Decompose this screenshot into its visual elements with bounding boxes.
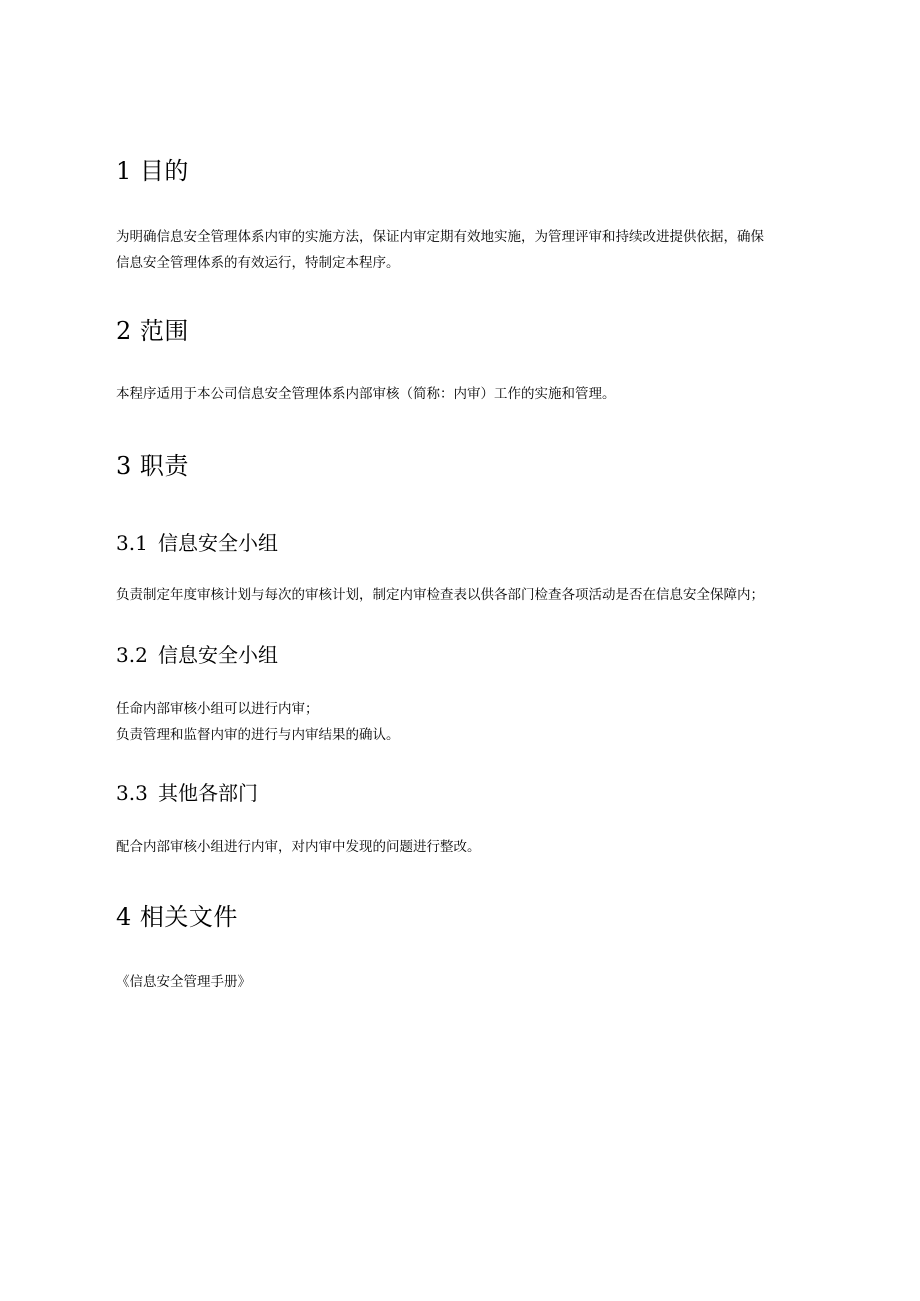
subsection-title: 信息安全小组: [158, 643, 278, 667]
paragraph-3-2: [116, 696, 822, 748]
subsection-number: 3.3: [116, 781, 148, 805]
subsection-number: 3.2: [116, 643, 148, 667]
paragraph-line: 负责管理和监督内审的进行与内审结果的确认。: [116, 727, 400, 743]
subsection-heading-3-1: [116, 530, 278, 556]
subsection-title: 信息安全小组: [158, 531, 278, 555]
paragraph-line: 为明确信息安全管理体系内审的实施方法，保证内审定期有效地实施，为管理评审和持续改进提供依据，确保: [116, 229, 764, 245]
paragraph-3-1: [116, 582, 822, 608]
paragraph-line: 信息安全管理体系的有效运行，特制定本程序。: [116, 255, 400, 271]
section-heading-responsibilities: 3 职责: [116, 452, 189, 480]
subsection-title: 其他各部门: [158, 781, 258, 805]
paragraph-line: 《信息安全管理手册》: [116, 974, 251, 990]
section-heading-related-documents: 4 相关文件: [116, 903, 238, 931]
subsection-number: 3.1: [116, 531, 148, 555]
paragraph-3-3: [116, 834, 822, 860]
paragraph-line: 本程序适用于本公司信息安全管理体系内部审核（简称：内审）工作的实施和管理。: [116, 386, 616, 402]
section-heading-purpose: 1 目的: [116, 157, 189, 185]
section-heading-scope: 2 范围: [116, 317, 189, 345]
subsection-heading-3-3: [116, 780, 258, 806]
paragraph-related-documents: [116, 969, 822, 995]
paragraph-purpose: [116, 224, 822, 276]
paragraph-scope: [116, 381, 822, 407]
paragraph-line: 任命内部审核小组可以进行内审；: [116, 701, 319, 717]
paragraph-line: 负责制定年度审核计划与每次的审核计划，制定内审检查表以供各部门检查各项活动是否在信息安全保障内；: [116, 587, 764, 603]
paragraph-line: 配合内部审核小组进行内审，对内审中发现的问题进行整改。: [116, 839, 481, 855]
subsection-heading-3-2: [116, 642, 278, 668]
